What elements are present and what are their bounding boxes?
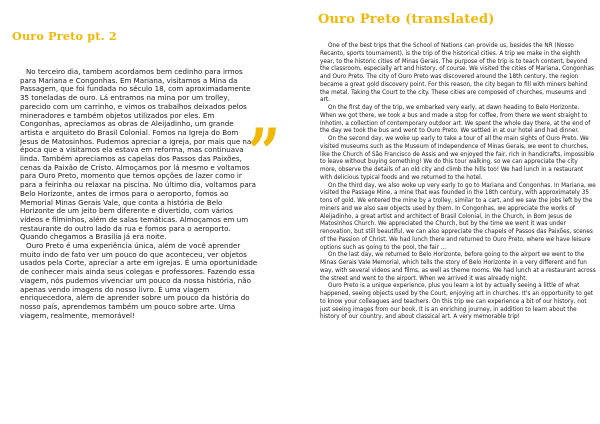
right-paragraph: On the first day of the trip, we embarked very early, at dawn heading to Belo Horizonte. When we got there, we took a bus and made a stop for coffee, from there we went straight to Inhotim, a collection of contemporary outdoor art. We spent the whole day there, at the end of the day we took the bus and went to Ouro Preto. We settled in at our hotel and had dinner. bbox=[320, 105, 591, 135]
right-paragraph: On the third day, we also woke up very early to go to Mariana and Congonhas. In Mariana, we visited the Passage Mine, a mine that was founded in the 18th century, with approximately 35 tons of gold. We entered the mine by a trolley, similar to a cart, and we saw the jobs left by the miners and we also saw objects used by them. In Congonhas, we appreciate the works of Aleijadinho, a great artist and architect of Brasil Colonial, in the Church, in Bom Jesus de Matosinhos Church. We appreciated the Church, but by the time we went it was under renovation, but still beautiful, we can also appreciate the chapels of Passos das Paixões, scenes of the Passion of Christ. We had lunch there and returned to Ouro Preto, where we have leisure options such as going to the pool, the fair ... bbox=[320, 182, 596, 251]
closing-quote-mark: ” bbox=[248, 114, 281, 192]
right-paragraph: On the second day, we woke up early to take a tour of all the main sights of Ouro Preto. We visited museums such as the Museum of Independence of Minas Gerais, we went to churches, like the Church of São Francisco de Assis and we enjoyed the fair, rich in handicrafts, impossible to leave without buying something! We do this tour walking, so we can appreciate the city more, observe the details of an old city and climb the hills too! We had lunch in a restaurant with delicious typical foods and we returned to the hotel. bbox=[320, 136, 595, 181]
left-page-title: Ouro Preto pt. 2 bbox=[12, 29, 117, 43]
right-page-body bbox=[320, 43, 596, 322]
left-paragraph: No terceiro dia, tambem acordamos bem cedinho para irmos para Mariana e Congonhas. Em Mariana, visitamos a Mina da Passagem, que foi fundada no século 18, com aproximadamente 35 toneladas de ouro. Lá entramos na mina por um trolley, parecido com um carrinho, e vimos os trabalhos deixados pelos mineradores e também objetos utilizados por eles. Em Congonhas, apreciamos as obras de Aleijadinho, um grande artista e arquiteto do Brasil Colonial. Fomos na Igreja do Bom Jesus de Matosinhos. Pudemos apreciar a igreja, por mais que na época que a visitamos ela estava em reforma, mas continuava linda. Também apreciamos as capelas dos Passos das Paixões, cenas da Paixão de Cristo. Almoçamos por lá mesmo e voltamos para Ouro Preto, momento que temos opções de lazer como ir para a feirinha ou relaxar na piscina. No último dia, voltamos para Belo Horizonte, antes de irmos para o aeroporto, fomos ao Memorial Minas Gerais Vale, que conta a história de Belo Horizonte de um jeito bem diferente e divertido, com vários vídeos e filminhos, além de salas temáticas. Almoçamos em um restaurante do outro lado da rua e fomos para o aeroporto. Quando chegamos a Brasília já era noite. bbox=[20, 67, 256, 242]
left-page bbox=[0, 0, 282, 424]
right-page-title: Ouro Preto (translated) bbox=[318, 12, 495, 27]
right-paragraph: One of the best trips that the School of Nations can provide us, besides the NR (Nosso Recanto, sports tournament), is the trip of the historical cities. A trip we make in the eighth year, to the historic cities of Minas Gerais. The purpose of the trip is to teach content, beyond the classroom, especially art and history, of course. We visited the cities of Mariana, Congonhas and Ouro Preto. The city of Ouro Preto was discovered around the 18th century, the region became a great gold discovery point. For this reason, the city began to fill with miners behind the metal. Taking the Court to the city. These cities are composed of churches, museums and art. bbox=[320, 43, 594, 104]
right-paragraph: Ouro Preto is a unique experience, plus you learn a lot by actually seeing a little of what happened, seeing objects used by the Court, enjoying art in churches. It's an opportunity to get to know your colleagues and teachers. On this trip we can experience a bit of our history, not just seeing images from our book. It is an enriching journey, in addition to learn about the history of our country, and about classical art. A very memorable trip! bbox=[320, 283, 593, 321]
left-paragraph: Ouro Preto é uma experiência única, além de você aprender muito indo de fato ver um pouco do que aconteceu, ver objetos usados pela Corte, apreciar a arte em igrejas. É uma oportunidade de conhecer mais ainda seus colegas e professores. Fazendo essa viagem, nós pudemos vivenciar um pouco da nossa história, não apenas vendo imagens do nosso livro. É uma viagem enriquecedora, além de aprender sobre um pouco da história do nosso país, aprendemos também um pouco sobre arte. Uma viagem, realmente, memorável! bbox=[20, 241, 258, 320]
right-page bbox=[282, 0, 600, 424]
left-page-body bbox=[20, 68, 258, 320]
right-paragraph: On the last day, we returned to Belo Horizonte, before going to the airport we went to the Minas Gerais Vale Memorial, which tells the story of Belo Horizonte in a very different and fun way, with several videos and films, as well as theme rooms. We had lunch at a restaurant across the street and went to the airport. When we arrived it was already night. bbox=[320, 252, 596, 282]
